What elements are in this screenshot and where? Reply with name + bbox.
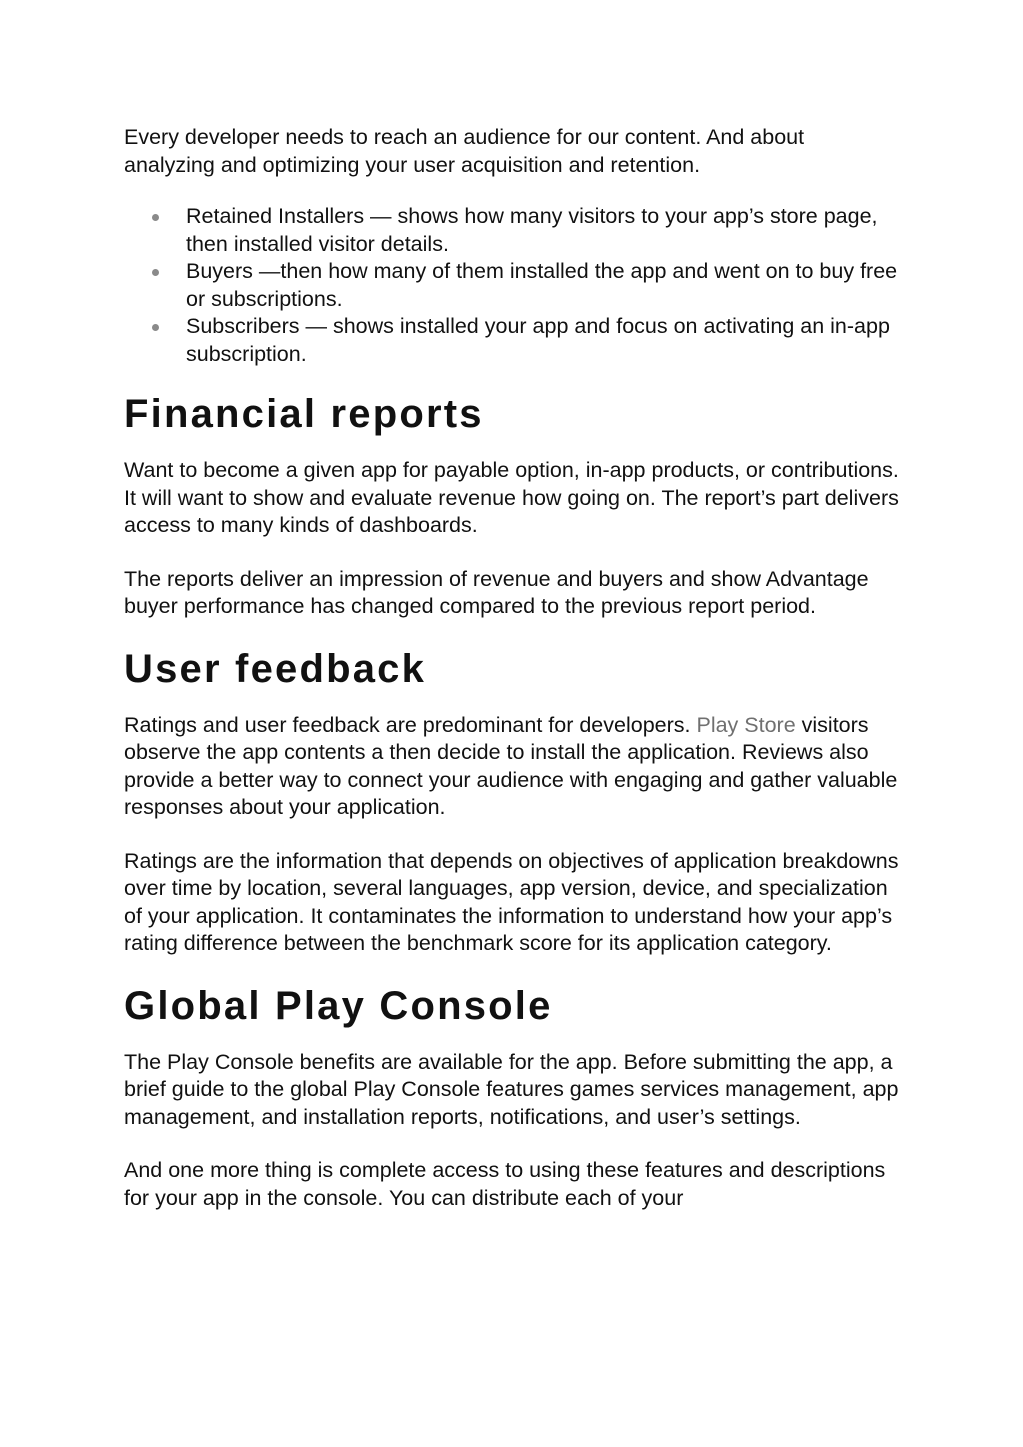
intro-paragraph: Every developer needs to reach an audience for our content. And about analyzing and optimizing your user acquisition and retention. [124, 125, 805, 177]
feedback-paragraph-1 [124, 712, 899, 822]
list-item-text: Subscribers — shows installed your app and focus on activating an in-app subscription. [186, 314, 890, 366]
feedback-text-after: visitors observe the app contents a then decide to install the application. Reviews also provide a better way to connect your audience with engaging and gather valuable responses about your application. [124, 712, 898, 819]
financial-reports-heading: Financial reports [124, 392, 484, 436]
metrics-list [124, 203, 899, 368]
user-feedback-heading: User feedback [124, 646, 427, 691]
financial-paragraph-2: The reports deliver an impression of revenue and buyers and show Advantage buyer performance has changed compared to the previous report period. [124, 566, 869, 618]
list-item-text: Buyers —then how many of them installed the app and went on to buy free or subscriptions. [186, 259, 898, 311]
global-play-console-heading: Global Play Console [124, 983, 553, 1028]
bullet-icon [152, 269, 159, 276]
feedback-paragraph-2: Ratings are the information that depends on objectives of application breakdowns over time by location, several languages, app version, device, and specialization of your application. It contaminates the information to understand how your app’s rating difference between the benchmark score for its application category. [124, 848, 899, 955]
bullet-icon [152, 214, 159, 221]
list-item-text: Retained Installers — shows how many visitors to your app’s store page, then installed visitor details. [186, 204, 878, 256]
play-store-link[interactable]: Play Store [696, 712, 796, 737]
global-paragraph-2: And one more thing is complete access to using these features and descriptions for your app in the console. You can distribute each of your [124, 1158, 886, 1210]
list-item [186, 258, 899, 313]
list-item [186, 203, 899, 258]
feedback-text-before: Ratings and user feedback are predominant for developers. [124, 712, 697, 737]
financial-paragraph-1: Want to become a given app for payable option, in-app products, or contributions. It will want to show and evaluate revenue how going on. The report’s part delivers access to many kinds of dashboards. [124, 458, 899, 537]
list-item [186, 313, 899, 368]
global-paragraph-1: The Play Console benefits are available for the app. Before submitting the app, a brief guide to the global Play Console features games services management, app management, and installation reports, notifications, and user’s settings. [124, 1049, 899, 1129]
bullet-icon [152, 324, 159, 331]
document-page [124, 124, 899, 1212]
